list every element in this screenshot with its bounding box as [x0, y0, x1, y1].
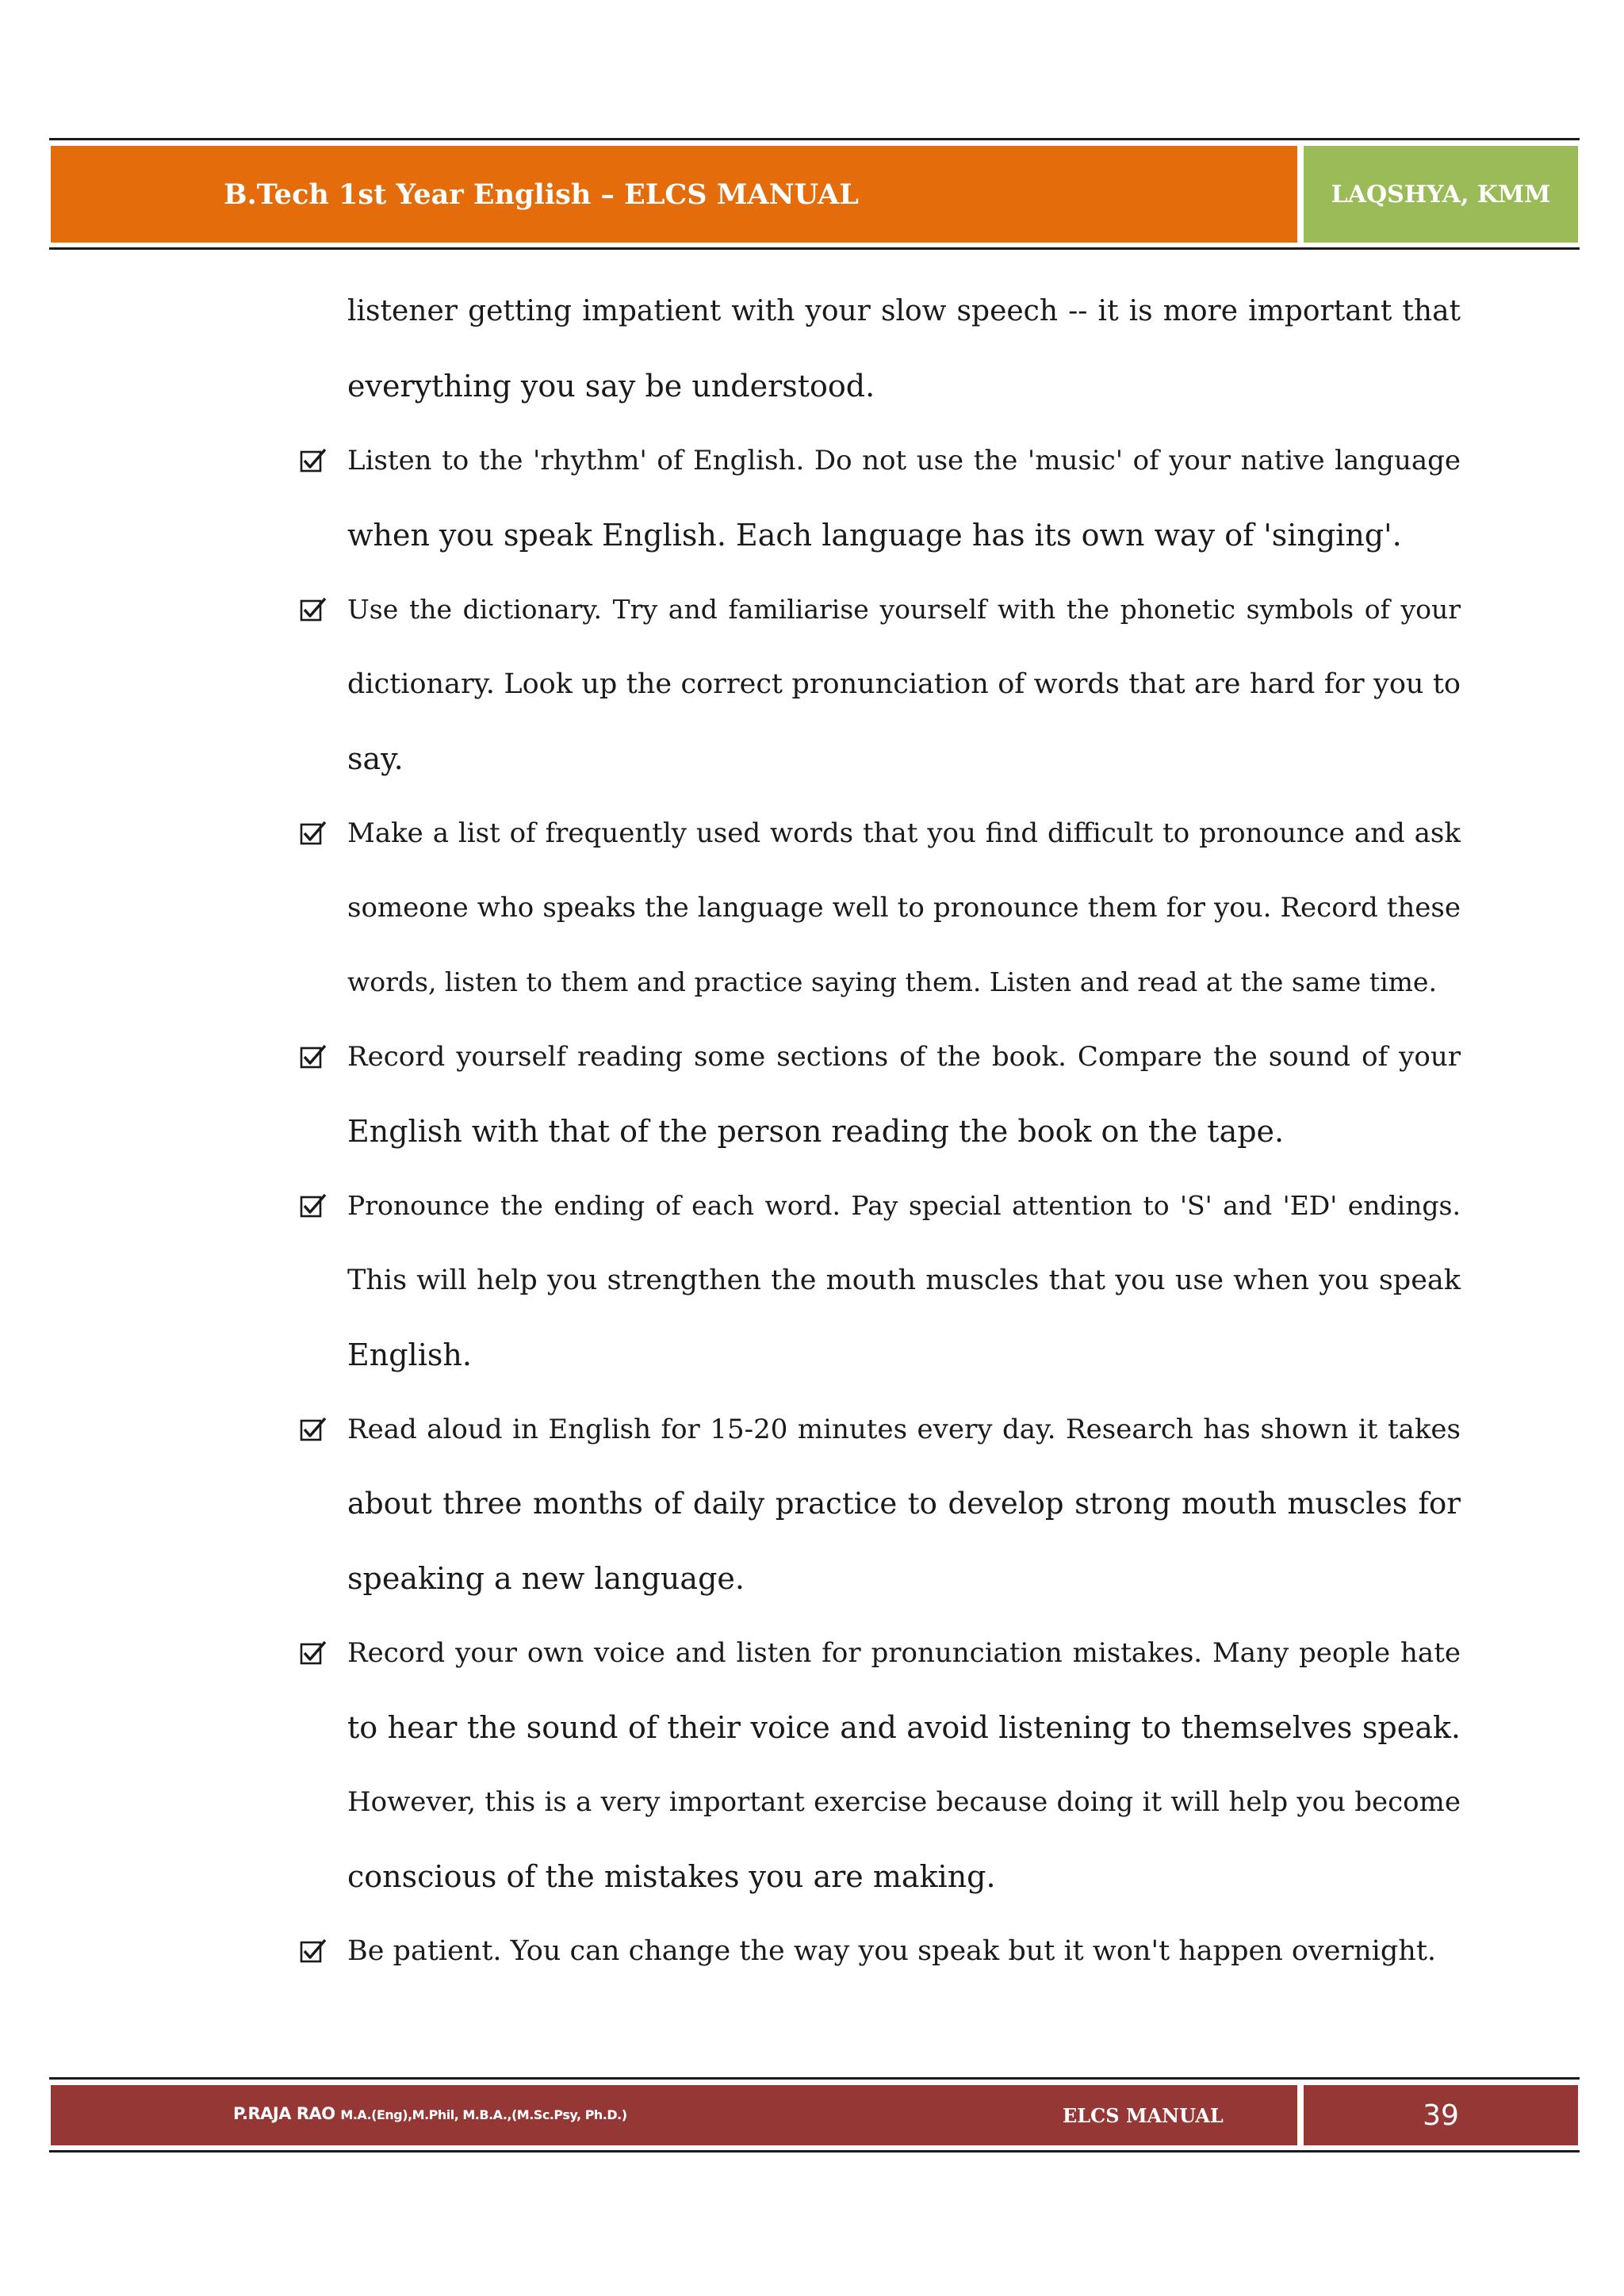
text-line: Use the dictionary. Try and familiarise yourself with the phonetic symbols of your: [347, 594, 1461, 625]
checkbox-checked-icon: [300, 596, 328, 625]
checkbox-checked-icon: [300, 1416, 328, 1445]
checkbox-checked-icon: [300, 1043, 328, 1072]
text-line: Listen to the 'rhythm' of English. Do not use the 'music' of your native language: [347, 445, 1461, 476]
checkbox-checked-icon: [300, 1192, 328, 1221]
text-line: about three months of daily practice to develop strong mouth muscles for: [347, 1487, 1461, 1521]
text-line: when you speak English. Each language has its own way of 'singing'.: [347, 518, 1402, 553]
page-number: 39: [1423, 2099, 1459, 2132]
footer-author: [233, 2104, 627, 2123]
footer-bottom-rule: [49, 2150, 1580, 2152]
text-line: speaking a new language.: [347, 1561, 745, 1596]
text-line: words, listen to them and practice saying them. Listen and read at the same time.: [347, 966, 1437, 997]
text-line: everything you say be understood.: [347, 369, 875, 404]
header-org-band: [1304, 146, 1578, 243]
text-line: Pronounce the ending of each word. Pay special attention to 'S' and 'ED' endings.: [347, 1190, 1461, 1221]
page-header: [51, 146, 1578, 243]
header-bottom-rule: [49, 247, 1580, 250]
footer-main-band: [51, 2085, 1297, 2145]
checkbox-checked-icon: [300, 447, 328, 476]
author-qualifications: M.A.(Eng),M.Phil, M.B.A.,(M.Sc.Psy, Ph.D.): [340, 2107, 627, 2122]
footer-manual-label: ELCS MANUAL: [1063, 2104, 1224, 2127]
checkbox-checked-icon: [300, 1640, 328, 1668]
text-line: Be patient. You can change the way you speak but it won't happen overnight.: [347, 1935, 1437, 1967]
text-line: Make a list of frequently used words that you find difficult to pronounce and ask: [347, 817, 1461, 849]
text-line: Read aloud in English for 15-20 minutes every day. Research has shown it takes: [347, 1414, 1461, 1445]
page-footer: [51, 2085, 1578, 2145]
header-title-band: [51, 146, 1297, 243]
footer-top-rule: [49, 2077, 1580, 2080]
checkbox-checked-icon: [300, 820, 328, 848]
text-line: However, this is a very important exercise because doing it will help you become: [347, 1786, 1461, 1818]
text-line: say.: [347, 741, 404, 776]
text-line: English with that of the person reading the book on the tape.: [347, 1114, 1285, 1149]
header-organization: LAQSHYA, KMM: [1331, 180, 1551, 209]
text-line: English.: [347, 1337, 472, 1372]
author-name: P.RAJA RAO: [233, 2104, 335, 2123]
text-line: This will help you strengthen the mouth muscles that you use when you speak: [347, 1265, 1461, 1296]
text-line: someone who speaks the language well to pronounce them for you. Record these: [347, 892, 1461, 924]
text-line: Record yourself reading some sections of the book. Compare the sound of your: [347, 1041, 1461, 1073]
header-top-rule: [49, 138, 1580, 140]
checkbox-checked-icon: [300, 1938, 328, 1966]
footer-page-band: [1304, 2085, 1578, 2145]
text-line: dictionary. Look up the correct pronunciation of words that are hard for you to: [347, 668, 1461, 700]
text-line: conscious of the mistakes you are making.: [347, 1859, 996, 1894]
header-title: B.Tech 1st Year English – ELCS MANUAL: [224, 178, 859, 211]
text-line: to hear the sound of their voice and avoid listening to themselves speak.: [347, 1710, 1461, 1745]
text-line: listener getting impatient with your slow speech -- it is more important that: [347, 295, 1461, 327]
text-line: Record your own voice and listen for pronunciation mistakes. Many people hate: [347, 1637, 1461, 1669]
